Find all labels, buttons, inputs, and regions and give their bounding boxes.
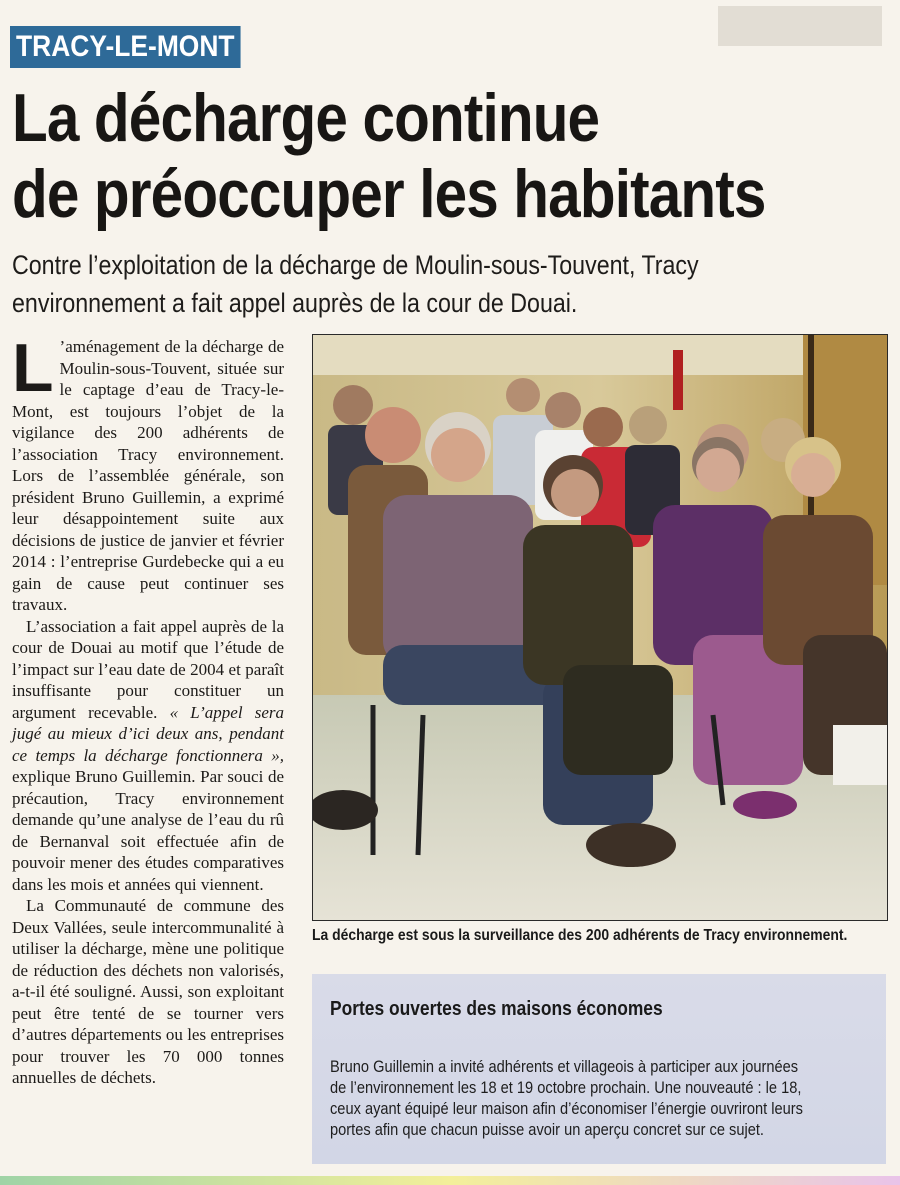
headline-line-2: de préoccuper les habitants — [12, 156, 766, 232]
section-kicker — [10, 26, 241, 68]
meeting-photo — [312, 334, 888, 921]
headline-line-1: La décharge continue — [12, 80, 600, 156]
paragraph-3 — [12, 895, 284, 1089]
sidebar-box-line: portes afin que chacun puisse avoir un aperçu concret sur ce sujet. — [330, 1120, 764, 1139]
sidebar-box-line: ceux ayant équipé leur maison afin d’économiser l’énergie ouvriront leurs — [330, 1099, 803, 1118]
drop-cap: L — [12, 330, 54, 406]
article-deck — [12, 246, 892, 322]
paragraph-1 — [12, 330, 284, 616]
adjacent-article-badge — [718, 6, 882, 46]
meeting-photo-illustration — [313, 335, 887, 920]
president-quote: « L’appel sera jugé au mieux d’ici deux ans, pendant ce temps la décharge fonctionnera », — [12, 702, 284, 765]
photo-caption-text: La décharge est sous la surveillance des 200 adhérents de Tracy environnement. — [312, 927, 848, 944]
deck-line-2: environnement a fait appel auprès de la cour de Douai. — [12, 288, 578, 318]
sidebar-box-line: de l’environnement les 18 et 19 octobre prochain. Une nouveauté : le 18, — [330, 1078, 802, 1097]
page-bottom-strip — [0, 1176, 900, 1185]
article-body — [12, 330, 284, 1089]
sidebar-box-title — [330, 998, 712, 1021]
kicker-label: TRACY-LE-MONT — [16, 30, 235, 63]
paragraph-2-text-a: L’association a fait appel auprès de la cour de Douai au motif que l’étude de l’impact sur l’eau date de 2004 et paraît insuffisante pour constituer un argument recevable. — [12, 616, 284, 722]
sidebar-box-text — [330, 1056, 863, 1140]
paragraph-2 — [12, 616, 284, 896]
photo-caption — [312, 925, 886, 947]
sidebar-box-line: Bruno Guillemin a invité adhérents et villageois à participer aux journées — [330, 1057, 799, 1076]
paragraph-1-text: ’aménagement de la décharge de Moulin-sous-Touvent, située sur le captage d’eau de Tracy-le-Mont, est toujours l’objet de la vigilance des 200 adhérents de l’association Tracy environnement. Lors de l’assemblée générale, son président Bruno Guillemin, a exprimé leur désappointement suite aux décisions de justice de janvier et février 2014 : l’entreprise Gurdebecke qui a eu gain de cause peut continuer ses travaux. — [12, 337, 284, 614]
article-headline — [12, 80, 892, 232]
sidebar-box — [312, 974, 886, 1164]
paragraph-2-text-b: explique Bruno Guillemin. Par souci de précaution, Tracy environnement demande qu’une analyse de l’eau du rû de Bernanval soit effectuée afin de pouvoir mener des études comparatives dans les mois et années qui viennent. — [12, 767, 284, 894]
sidebar-box-title-text: Portes ouvertes des maisons économes — [330, 998, 663, 1020]
deck-line-1: Contre l’exploitation de la décharge de Moulin-sous-Touvent, Tracy — [12, 250, 699, 280]
paragraph-3-text: La Communauté de commune des Deux Vallées, seule intercommunalité à utiliser la décharge, mène une politique de réduction des déchets non valorisés, a-t-il été souligné. Aussi, son exploitant peut être tenté de se tourner vers d’autres départements ou les entreprises pour trouver les 70 000 tonnes annuelles de déchets. — [12, 896, 284, 1087]
